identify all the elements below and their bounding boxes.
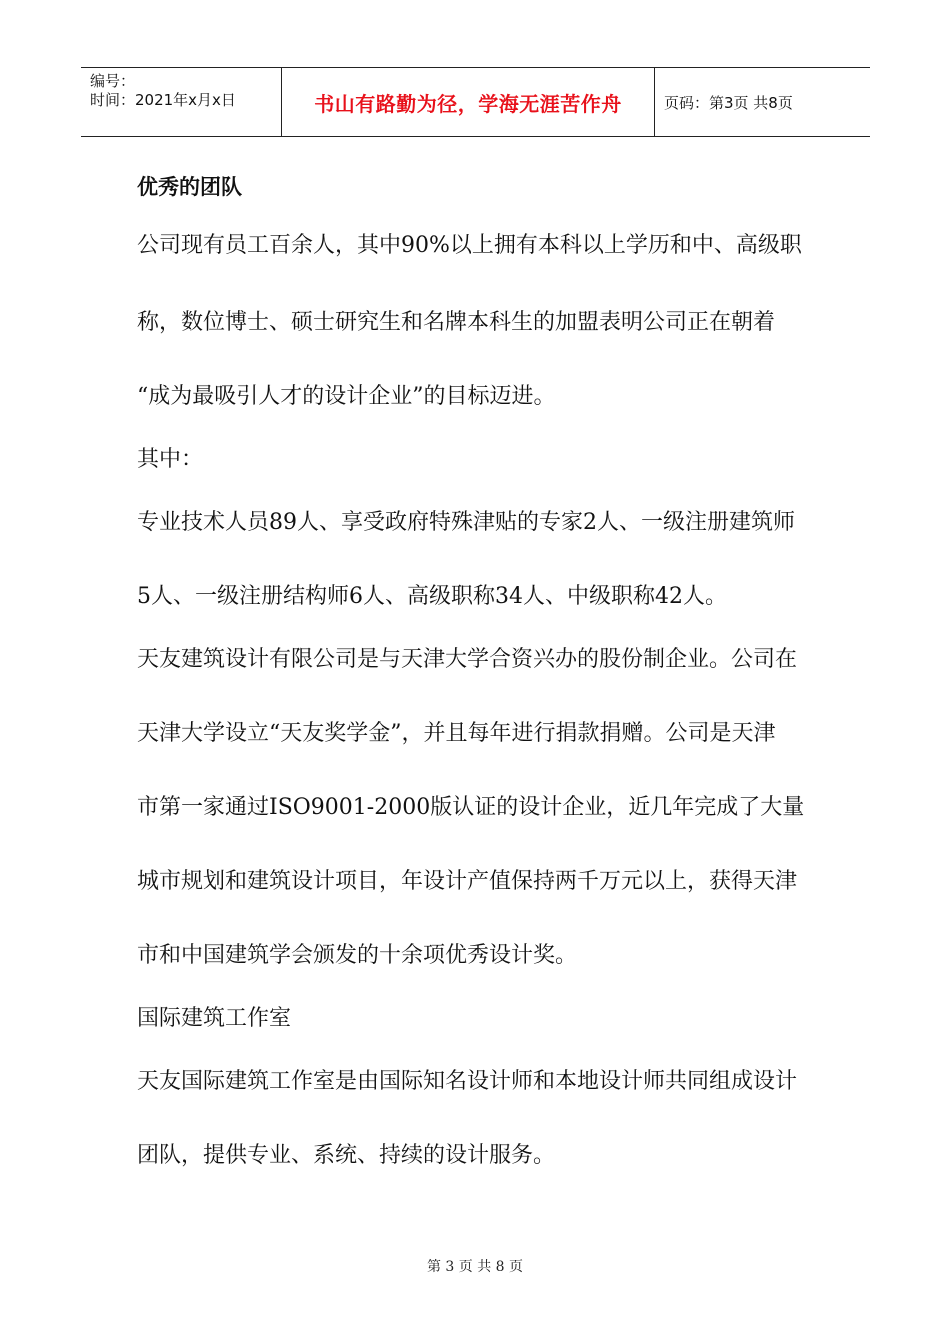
paragraph-line: 专业技术人员89人、享受政府特殊津贴的专家2人、一级注册建筑师 (137, 510, 795, 535)
document-header (81, 67, 870, 137)
paragraph-line: 城市规划和建筑设计项目，年设计产值保持两千万元以上，获得天津 (137, 869, 798, 894)
paragraph-line: 称，数位博士、硕士研究生和名牌本科生的加盟表明公司正在朝着 (137, 310, 776, 335)
paragraph-line: 天友国际建筑工作室是由国际知名设计师和本地设计师共同组成设计 (137, 1069, 798, 1094)
number-label: 编号： (90, 72, 136, 90)
header-meta-cell (81, 68, 282, 136)
paragraph-line: 公司现有员工百余人，其中90%以上拥有本科以上学历和中、高级职 (137, 233, 802, 258)
paragraph-line: 天津大学设立“天友奖学金”，并且每年进行捐款捐赠。公司是天津 (137, 721, 776, 746)
paragraph-line: 市第一家通过ISO9001-2000版认证的设计企业，近几年完成了大量 (137, 795, 805, 820)
paragraph-line: 团队，提供专业、系统、持续的设计服务。 (137, 1143, 556, 1168)
header-page-info: 页码：第3页 共8页 (664, 93, 793, 112)
paragraph-line: 5人、一级注册结构师6人、高级职称34人、中级职称42人。 (137, 584, 727, 609)
paragraph-line: 其中： (137, 447, 204, 472)
paragraph-line: 市和中国建筑学会颁发的十余项优秀设计奖。 (137, 943, 578, 968)
paragraph-line: 天友建筑设计有限公司是与天津大学合资兴办的股份制企业。公司在 (137, 647, 798, 672)
section-title-studio: 国际建筑工作室 (137, 1006, 292, 1031)
paragraph-line: “成为最吸引人才的设计企业”的目标迈进。 (137, 384, 556, 409)
header-motto: 书山有路勤为径，学海无涯苦作舟 (282, 68, 655, 136)
section-title-team: 优秀的团队 (137, 174, 242, 199)
page-footer: 第 3 页 共 8 页 (426, 1259, 524, 1275)
date-label: 时间：2021年x月x日 (90, 91, 236, 109)
